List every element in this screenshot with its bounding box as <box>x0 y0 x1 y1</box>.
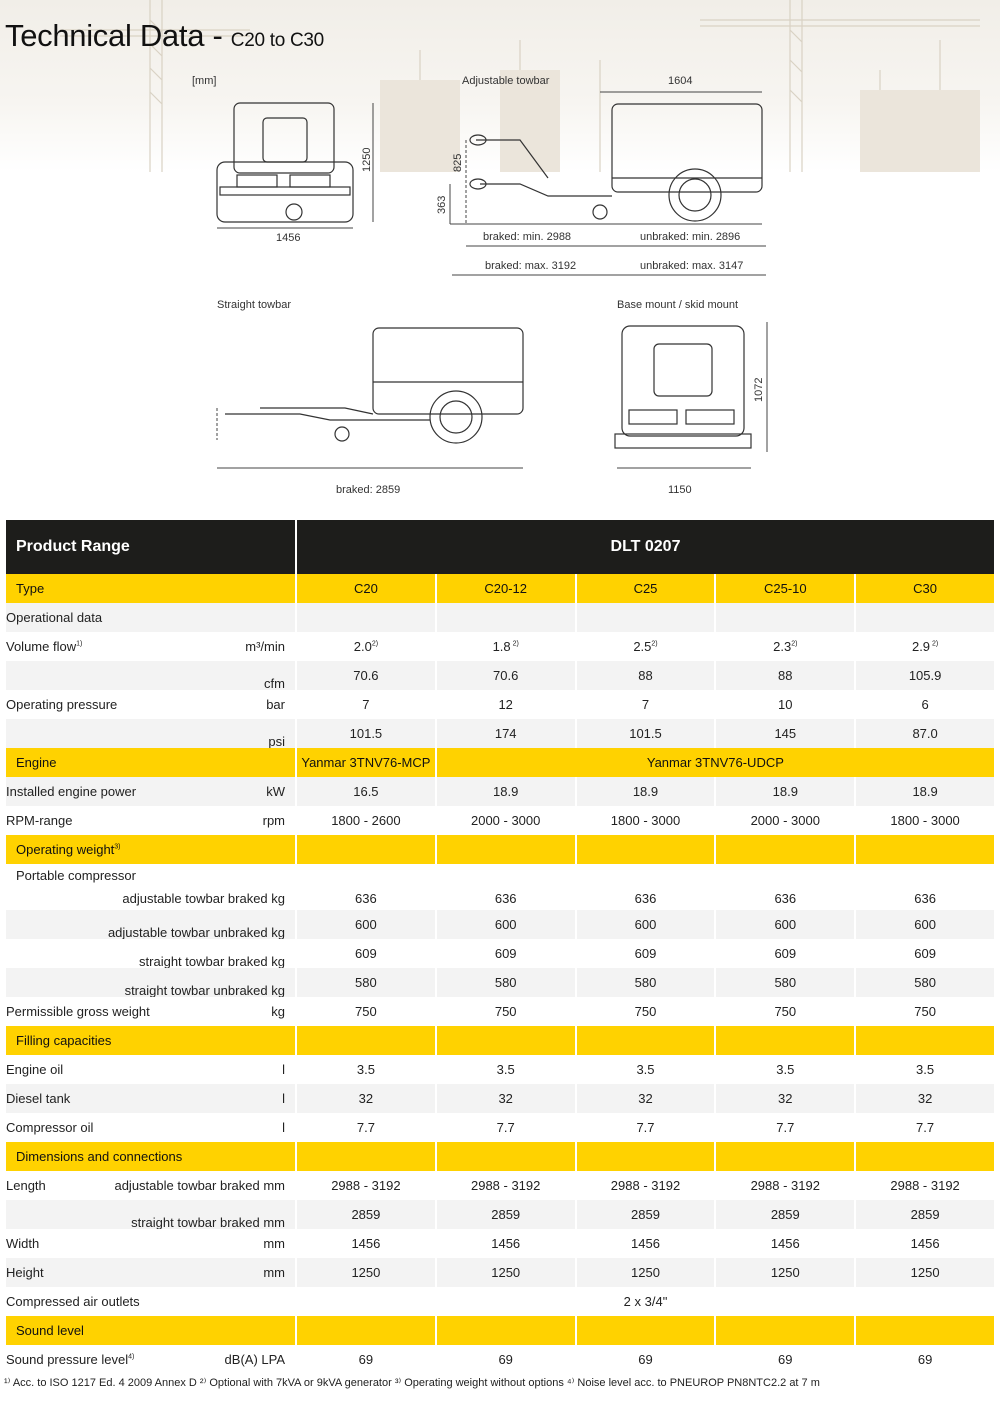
value-cell: 1456 <box>716 1229 854 1258</box>
portable-adj-braked-row <box>6 864 994 910</box>
dimensions-row <box>6 1142 994 1171</box>
weight-label: straight towbar unbraked kg <box>124 982 285 998</box>
value-cell: 1456 <box>577 1229 715 1258</box>
operating-pressure-row <box>6 690 994 719</box>
value-cell: 101.5 <box>297 719 435 748</box>
gross-weight-label: Permissible gross weight <box>6 1004 150 1019</box>
value-cell: 600 <box>716 910 854 939</box>
sound-pressure-row <box>6 1345 994 1374</box>
value-cell: 18.9 <box>856 777 994 806</box>
rpm-label: RPM-range <box>6 813 73 828</box>
value-cell: 580 <box>297 968 435 997</box>
value-cell: 10 <box>716 690 854 719</box>
unit-label: [mm] <box>192 75 217 87</box>
operating-pressure-psi-row <box>6 719 994 748</box>
front-view-drawing <box>217 103 353 222</box>
engine-power-unit: kW <box>266 784 285 799</box>
operational-data-label: Operational data <box>6 603 295 632</box>
value-cell: 2859 <box>577 1200 715 1229</box>
value-cell: 1800 - 3000 <box>577 806 715 835</box>
model-c25: C25 <box>577 574 715 603</box>
value-cell: 580 <box>437 968 575 997</box>
braked-max-dim: braked: max. 3192 <box>485 260 577 272</box>
pressure-unit-bar: bar <box>266 697 285 712</box>
length-adjustable-row <box>6 1171 994 1200</box>
product-range-heading: Product Range <box>6 520 295 574</box>
value-cell: 1250 <box>437 1258 575 1287</box>
operating-weight-row <box>6 835 994 864</box>
value-cell: 609 <box>437 939 575 968</box>
adjustable-towbar-label: Adjustable towbar <box>462 75 550 87</box>
volume-flow-cfm-row <box>6 661 994 690</box>
operating-weight-footnote: 3) <box>114 843 121 851</box>
technical-drawings <box>0 60 1000 510</box>
length-label: Length <box>6 1178 46 1193</box>
value-cell: 600 <box>856 910 994 939</box>
volume-flow-row <box>6 632 994 661</box>
value-cell: 636 <box>297 864 435 910</box>
value-cell: 2988 - 3192 <box>716 1171 854 1200</box>
weight-label: adjustable towbar braked kg <box>122 891 285 906</box>
page-subtitle: C20 to C30 <box>230 30 324 51</box>
footnote-mark: 2) <box>371 640 379 648</box>
value-cell: 2.9 <box>911 639 931 654</box>
weight-adj-unbraked-row <box>6 910 994 939</box>
height-label: Height <box>6 1265 44 1280</box>
value-cell: 7 <box>577 690 715 719</box>
front-width-dim: 1456 <box>276 232 301 244</box>
value-cell: 580 <box>577 968 715 997</box>
value-cell: 7.7 <box>297 1113 435 1142</box>
unbraked-max-dim: unbraked: max. 3147 <box>640 260 744 272</box>
value-cell: 750 <box>437 997 575 1026</box>
engine-row <box>6 748 994 777</box>
value-cell: 3.5 <box>577 1055 715 1084</box>
value-cell: 636 <box>437 864 575 910</box>
value-cell: 12 <box>437 690 575 719</box>
gross-weight-row <box>6 997 994 1026</box>
value-cell: 3.5 <box>716 1055 854 1084</box>
type-label: Type <box>6 574 295 603</box>
rpm-row <box>6 806 994 835</box>
engine-oil-label: Engine oil <box>6 1062 64 1077</box>
compressor-oil-label: Compressor oil <box>6 1120 94 1135</box>
portable-compressor-label: Portable compressor <box>16 868 136 883</box>
value-cell: 7.7 <box>437 1113 575 1142</box>
value-cell: 3.5 <box>297 1055 435 1084</box>
value-cell: 18.9 <box>437 777 575 806</box>
length-adjustable-label: adjustable towbar braked mm <box>114 1178 285 1193</box>
towbar-363-dim: 363 <box>436 195 448 214</box>
value-cell: 750 <box>716 997 854 1026</box>
footnote-mark: 2) <box>791 640 798 648</box>
sound-pressure-label: Sound pressure level <box>6 1352 129 1367</box>
diesel-tank-unit: l <box>282 1091 285 1106</box>
volume-flow-unit-m3: m³/min <box>245 639 285 654</box>
value-cell: 1.8 <box>492 639 511 654</box>
value-cell: 1250 <box>297 1258 435 1287</box>
value-cell: 145 <box>716 719 854 748</box>
value-cell: 636 <box>577 864 715 910</box>
length-straight-row <box>6 1200 994 1229</box>
page-title-main: Technical Data <box>5 18 205 53</box>
operational-data-row <box>6 603 994 632</box>
spec-table <box>4 520 996 1374</box>
value-cell: 2988 - 3192 <box>856 1171 994 1200</box>
value-cell: 600 <box>577 910 715 939</box>
model-c20: C20 <box>297 574 435 603</box>
value-cell: 2.0 <box>353 639 372 654</box>
air-outlets-label: Compressed air outlets <box>6 1287 295 1316</box>
page-title <box>5 18 324 54</box>
unbraked-min-dim: unbraked: min. 2896 <box>640 231 741 243</box>
value-cell: 32 <box>437 1084 575 1113</box>
weight-straight-braked-row <box>6 939 994 968</box>
diesel-tank-row <box>6 1084 994 1113</box>
value-cell: 88 <box>716 661 854 690</box>
width-row <box>6 1229 994 1258</box>
value-cell: 101.5 <box>577 719 715 748</box>
value-cell: 750 <box>856 997 994 1026</box>
value-cell: 18.9 <box>716 777 854 806</box>
diesel-tank-label: Diesel tank <box>6 1091 71 1106</box>
value-cell: 2859 <box>716 1200 854 1229</box>
value-cell: 3.5 <box>437 1055 575 1084</box>
base-mount-drawing <box>615 326 751 448</box>
value-cell: 1456 <box>297 1229 435 1258</box>
value-cell: 69 <box>437 1345 575 1374</box>
model-c20-12: C20-12 <box>437 574 575 603</box>
weight-straight-unbraked-row <box>6 968 994 997</box>
straight-braked-dim: braked: 2859 <box>336 484 401 496</box>
value-cell: 600 <box>297 910 435 939</box>
value-cell: 2859 <box>437 1200 575 1229</box>
footnotes: ¹⁾ Acc. to ISO 1217 Ed. 4 2009 Annex D ²⁾ Optional with 7kVA or 9kVA generator ³⁾ Operating weight without options ⁴⁾ Noise level acc. to PNEUROP PN8NTC2.2 at 7 m <box>4 1377 820 1389</box>
pressure-unit-psi: psi <box>268 733 285 749</box>
engine-power-row <box>6 777 994 806</box>
footnote-mark: 2) <box>510 640 519 648</box>
model-c30: C30 <box>856 574 994 603</box>
height-unit: mm <box>263 1265 285 1280</box>
value-cell: 2988 - 3192 <box>297 1171 435 1200</box>
air-outlets-value: 2 x 3/4" <box>297 1287 994 1316</box>
value-cell: 636 <box>716 864 854 910</box>
value-cell: 69 <box>716 1345 854 1374</box>
volume-flow-unit-cfm: cfm <box>264 675 285 691</box>
value-cell: 32 <box>577 1084 715 1113</box>
sound-level-row <box>6 1316 994 1345</box>
value-cell: 609 <box>716 939 854 968</box>
towbar-825-dim: 825 <box>452 153 464 172</box>
braked-min-dim: braked: min. 2988 <box>483 231 572 243</box>
operating-weight-label: Operating weight <box>16 842 115 857</box>
engine-label: Engine <box>6 748 295 777</box>
table-header-row <box>6 520 994 574</box>
height-row <box>6 1258 994 1287</box>
value-cell: 1456 <box>437 1229 575 1258</box>
value-cell: 609 <box>297 939 435 968</box>
engine-c20: Yanmar 3TNV76-MCP <box>297 748 435 777</box>
dimensions-label: Dimensions and connections <box>6 1142 295 1171</box>
value-cell: 69 <box>297 1345 435 1374</box>
base-mount-label: Base mount / skid mount <box>617 299 739 311</box>
engine-oil-unit: l <box>282 1062 285 1077</box>
value-cell: 87.0 <box>856 719 994 748</box>
value-cell: 7.7 <box>856 1113 994 1142</box>
base-width-dim: 1150 <box>668 484 692 496</box>
rpm-unit: rpm <box>262 813 285 828</box>
filling-capacities-label: Filling capacities <box>6 1026 295 1055</box>
value-cell: 2988 - 3192 <box>437 1171 575 1200</box>
base-height-dim: 1072 <box>753 377 765 402</box>
value-cell: 580 <box>716 968 854 997</box>
value-cell: 2859 <box>856 1200 994 1229</box>
weight-label: straight towbar braked kg <box>139 953 285 969</box>
value-cell: 1250 <box>856 1258 994 1287</box>
value-cell: 3.5 <box>856 1055 994 1084</box>
value-cell: 70.6 <box>437 661 575 690</box>
width-unit: mm <box>263 1236 285 1251</box>
gross-weight-unit: kg <box>271 1004 285 1019</box>
value-cell: 636 <box>856 864 994 910</box>
sound-level-label: Sound level <box>6 1316 295 1345</box>
value-cell: 609 <box>856 939 994 968</box>
value-cell: 580 <box>856 968 994 997</box>
value-cell: 7.7 <box>716 1113 854 1142</box>
engine-power-label: Installed engine power <box>6 784 137 799</box>
value-cell: 2000 - 3000 <box>437 806 575 835</box>
value-cell: 1800 - 3000 <box>856 806 994 835</box>
value-cell: 7.7 <box>577 1113 715 1142</box>
value-cell: 1250 <box>577 1258 715 1287</box>
straight-towbar-label: Straight towbar <box>217 299 291 311</box>
operating-pressure-label: Operating pressure <box>6 697 118 712</box>
engine-others: Yanmar 3TNV76-UDCP <box>437 748 994 777</box>
value-cell: 18.9 <box>577 777 715 806</box>
value-cell: 69 <box>856 1345 994 1374</box>
value-cell: 1456 <box>856 1229 994 1258</box>
weight-label: adjustable towbar unbraked kg <box>107 924 285 940</box>
value-cell: 2859 <box>297 1200 435 1229</box>
value-cell: 1800 - 2600 <box>297 806 435 835</box>
volume-flow-label: Volume flow <box>6 639 77 654</box>
value-cell: 105.9 <box>856 661 994 690</box>
adjustable-length-dim: 1604 <box>668 75 693 87</box>
title-separator: - <box>204 18 231 53</box>
value-cell: 600 <box>437 910 575 939</box>
value-cell: 32 <box>716 1084 854 1113</box>
value-cell: 609 <box>577 939 715 968</box>
length-straight-label: straight towbar braked mm <box>131 1214 285 1230</box>
width-label: Width <box>6 1236 40 1251</box>
straight-side-view-drawing <box>225 328 523 443</box>
filling-capacities-row <box>6 1026 994 1055</box>
type-row <box>6 574 994 603</box>
engine-oil-row <box>6 1055 994 1084</box>
front-height-dim: 1250 <box>361 147 373 172</box>
value-cell: 2988 - 3192 <box>577 1171 715 1200</box>
value-cell: 7 <box>297 690 435 719</box>
value-cell: 32 <box>297 1084 435 1113</box>
value-cell: 174 <box>437 719 575 748</box>
model-family-heading: DLT 0207 <box>297 520 994 574</box>
value-cell: 2.5 <box>633 639 652 654</box>
value-cell: 16.5 <box>297 777 435 806</box>
value-cell: 750 <box>297 997 435 1026</box>
value-cell: 2.3 <box>773 639 792 654</box>
compressor-oil-row <box>6 1113 994 1142</box>
footnote-mark: 2) <box>930 640 939 648</box>
value-cell: 70.6 <box>297 661 435 690</box>
sound-pressure-unit: dB(A) LPA <box>224 1352 285 1367</box>
sound-pressure-footnote: 4) <box>128 1353 135 1361</box>
value-cell: 2000 - 3000 <box>716 806 854 835</box>
model-c25-10: C25-10 <box>716 574 854 603</box>
adjustable-side-view-drawing <box>470 104 762 221</box>
value-cell: 750 <box>577 997 715 1026</box>
compressor-oil-unit: l <box>282 1120 285 1135</box>
value-cell: 6 <box>856 690 994 719</box>
value-cell: 1250 <box>716 1258 854 1287</box>
volume-flow-footnote: 1) <box>76 640 83 648</box>
footnote-mark: 2) <box>651 640 658 648</box>
value-cell: 32 <box>856 1084 994 1113</box>
air-outlets-row <box>6 1287 994 1316</box>
value-cell: 88 <box>577 661 715 690</box>
value-cell: 69 <box>577 1345 715 1374</box>
